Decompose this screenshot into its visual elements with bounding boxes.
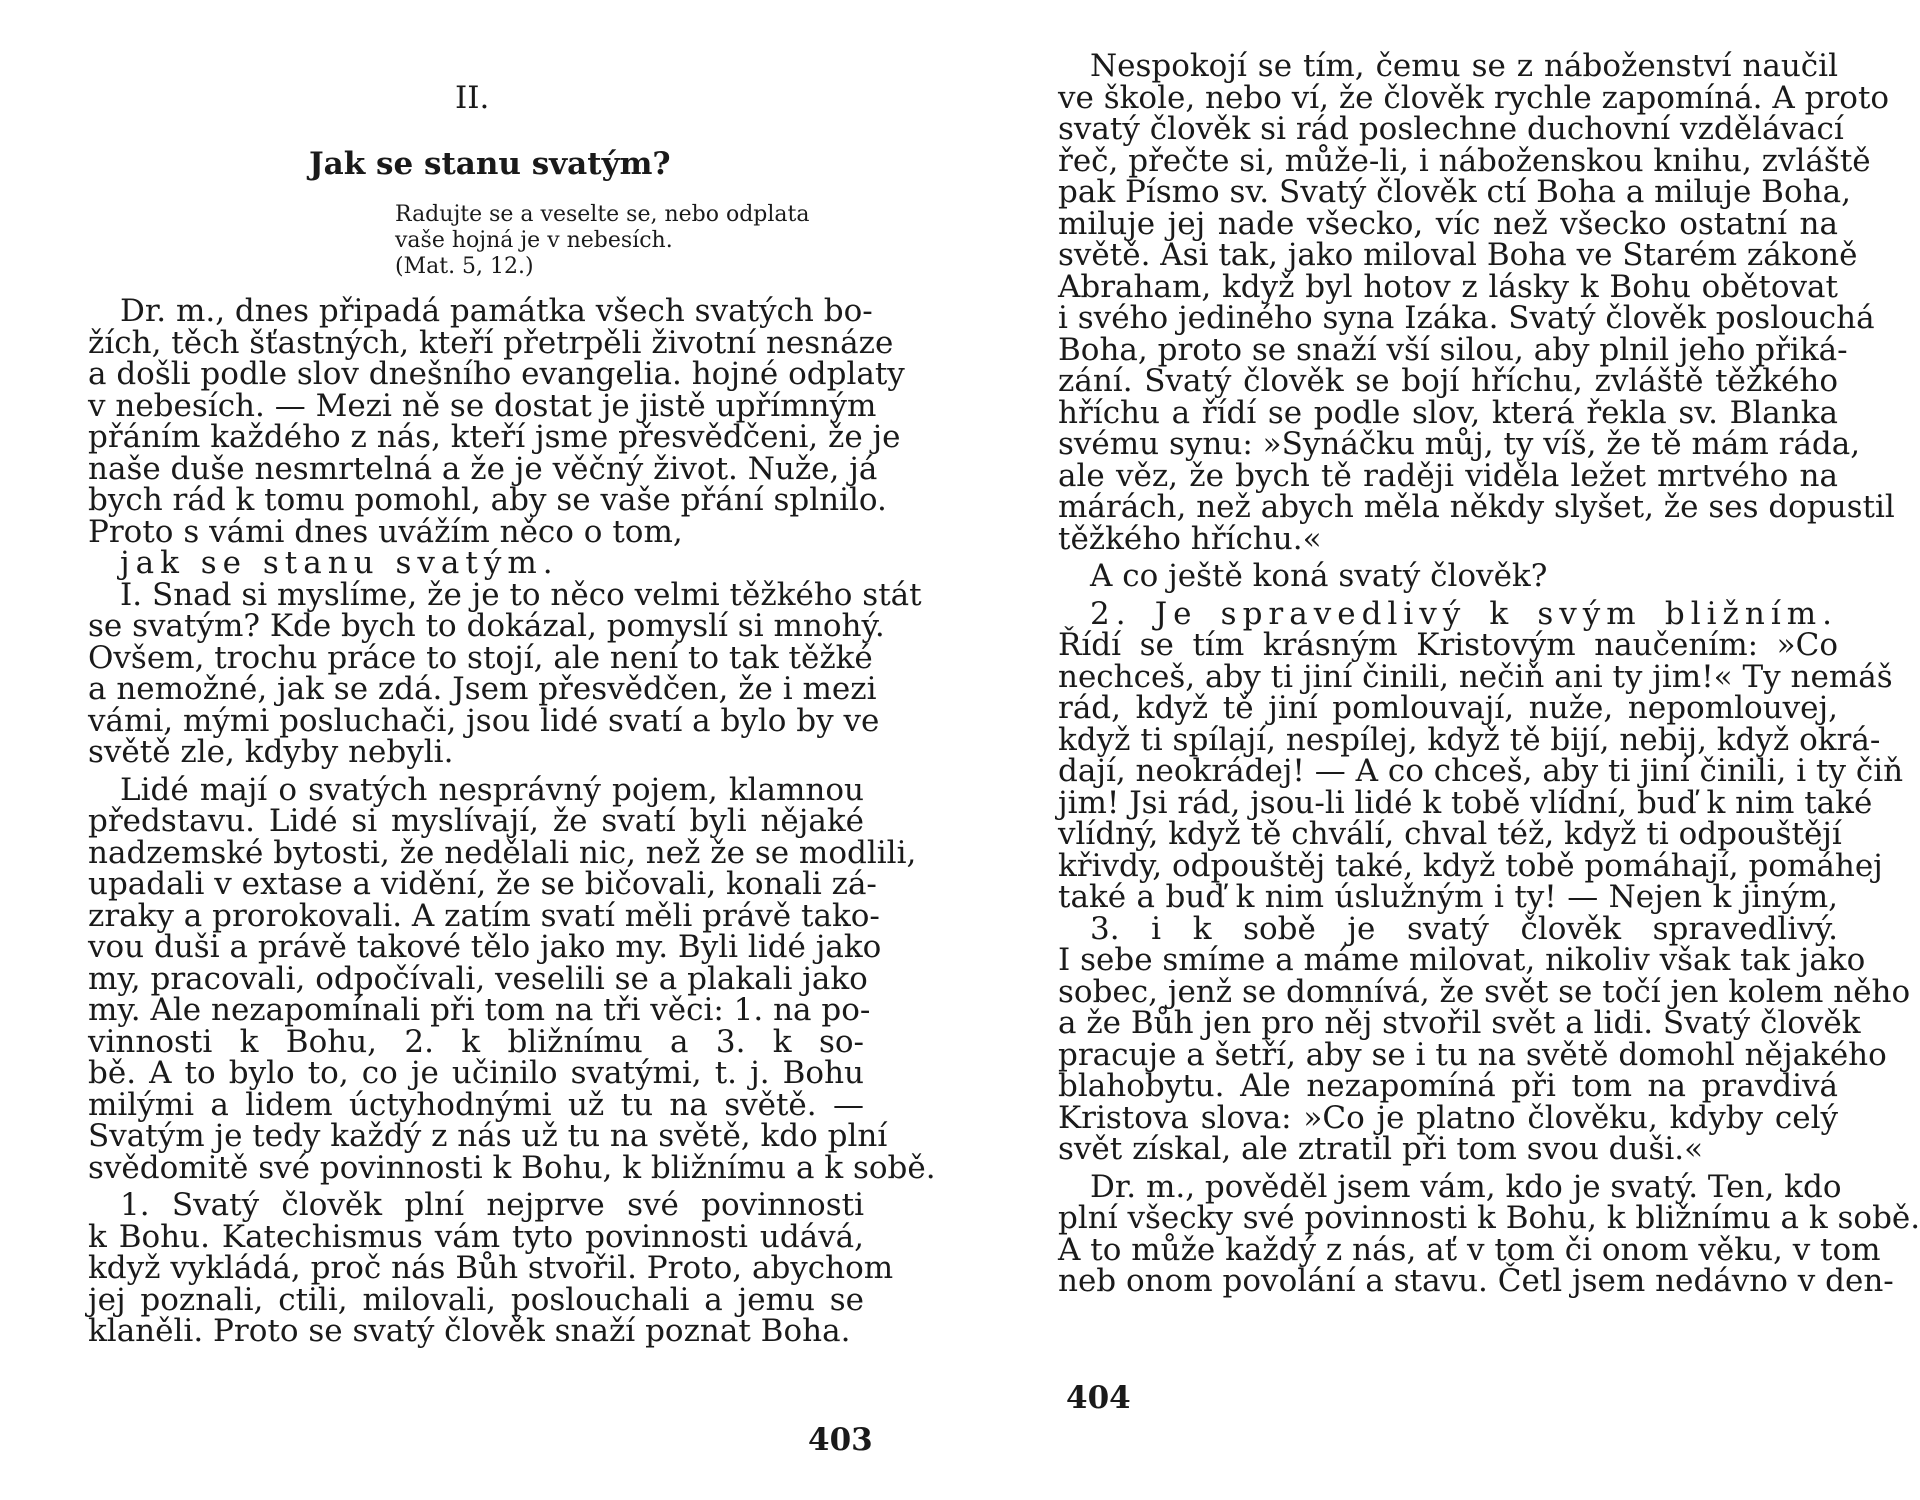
text-line: žích, těch šťastných, kteří přetrpěli životní nesnáze	[88, 324, 894, 361]
paragraph	[88, 1187, 894, 1349]
text-line: bě. A to bylo to, co je učinilo svatými, t. j. Bohu	[88, 1055, 864, 1091]
text-line: a došli podle slov dnešního evangelia. hojné odplaty	[88, 356, 905, 392]
text-line: I sebe smíme a máme milovat, nikoliv však tak jako	[1058, 942, 1866, 978]
text-line: vinnosti k Bohu, 2. k bližnímu a 3. k so-	[88, 1023, 864, 1060]
text-line: my, pracovali, odpočívali, veselili se a plakali jako	[88, 960, 868, 997]
text-line: řeč, přečte si, může-li, i náboženskou knihu, zvláště	[1058, 142, 1871, 179]
text-line: také a buď k nim úslužným i ty! — Nejen k jiným,	[1058, 879, 1838, 915]
text-line: 1. Svatý člověk plní nejprve své povinnosti	[120, 1187, 864, 1223]
text-line: i svého jediného syna Izáka. Svatý člověk poslouchá	[1058, 300, 1875, 336]
text-line: hříchu a řídí se podle slov, která řekla sv. Blanka	[1058, 394, 1838, 431]
text-line: ale věz, že bych tě raději viděla ležet mrtvého na	[1058, 457, 1838, 494]
text-line: Nespokojí se tím, čemu se z náboženství naučil	[1090, 48, 1838, 84]
text-line: představu. Lidé si myslívají, že svatí byli nějaké	[88, 803, 864, 839]
text-line: naše duše nesmrtelná a že je věčný život. Nuže, já	[88, 450, 878, 487]
text-line: jej poznali, ctili, milovali, poslouchali a jemu se	[88, 1281, 864, 1318]
text-line: nechceš, aby ti jiní činili, nečiň ani ty jim!« Ty nemáš	[1058, 658, 1893, 695]
text-line: a že Bůh jen pro něj stvořil svět a lidi. Svatý člověk	[1058, 1005, 1861, 1041]
text-line: klaněli. Proto se svatý člověk snaží poznat Boha.	[88, 1313, 851, 1349]
text-line: Dr. m., pověděl jsem vám, kdo je svatý. Ten, kdo	[1090, 1168, 1842, 1205]
text-line: I. Snad si myslíme, že je to něco velmi těžkého stát	[120, 576, 922, 613]
text-line: svědomitě své povinnosti k Bohu, k bližnímu a k sobě.	[88, 1149, 936, 1186]
text-line: Abraham, když byl hotov z lásky k Bohu obětovat	[1058, 268, 1838, 305]
text-line: milými a lidem úctyhodnými už tu na světě. —	[88, 1086, 864, 1123]
text-line: světě. Asi tak, jako miloval Boha ve Starém zákoně	[1058, 237, 1858, 273]
text-line: křivdy, odpouštěj také, když tobě pomáhají, pomáhej	[1058, 847, 1883, 884]
paragraph	[1058, 1168, 1920, 1299]
epigraph-line: Radujte se a veselte se, nebo odplata	[395, 202, 810, 227]
text-line: vámi, mými posluchači, jsou lidé svatí a bylo by ve	[88, 702, 880, 739]
text-line: vou duši a právě takové tělo jako my. Byli lidé jako	[88, 929, 882, 965]
text-line: A co ještě koná svatý člověk?	[1090, 558, 1548, 594]
emphasis-line: jak se stanu svatým.	[120, 545, 559, 581]
text-line: když vykládá, proč nás Bůh stvořil. Proto, abychom	[88, 1250, 894, 1286]
text-line: rád, když tě jiní pomlouvají, nuže, nepomlouvej,	[1058, 690, 1838, 726]
chapter-title: Jak se stanu svatým?	[309, 146, 671, 182]
page-number: 404	[1066, 1380, 1131, 1416]
paragraph	[1058, 48, 1895, 557]
left-page	[88, 0, 936, 1500]
paragraph	[1058, 595, 1911, 1167]
text-line: ve škole, nebo ví, že člověk rychle zapomíná. A proto	[1058, 79, 1890, 116]
text-line: plní všecky své povinnosti k Bohu, k bližnímu a k sobě.	[1058, 1200, 1920, 1236]
text-line: my. Ale nezapomínali při tom na tři věci: 1. na po-	[88, 992, 871, 1028]
text-line: Svatým je tedy každý z nás už tu na světě, kdo plní	[88, 1118, 888, 1154]
text-line: Lidé mají o svatých nesprávný pojem, klamnou	[120, 771, 864, 808]
paragraph	[88, 771, 936, 1186]
text-line: márách, než abych měla někdy slyšet, že ses dopustil	[1058, 489, 1895, 525]
text-line: miluje jej nade všecko, víc než všecko ostatní na	[1058, 205, 1838, 242]
epigraph	[395, 202, 875, 280]
left-body-text	[88, 293, 936, 1349]
text-line: Kristova slova: »Co je platno člověku, kdyby celý	[1058, 1099, 1838, 1136]
text-line: přáním každého z nás, kteří jsme přesvědčeni, že je	[88, 419, 901, 455]
text-line: Dr. m., dnes připadá památka všech svatých bo-	[120, 293, 873, 329]
text-line: Proto s vámi dnes uvážím něco o tom,	[88, 513, 683, 550]
paragraph	[1058, 558, 1838, 594]
text-line: svému synu: »Synáčku můj, ty víš, že tě mám ráda,	[1058, 426, 1861, 462]
epigraph-line: vaše hojná je v nebesích.	[395, 228, 673, 253]
right-page	[1058, 0, 1920, 1500]
text-line: zraky a prorokovali. A zatím svatí měli právě tako-	[88, 897, 880, 934]
emphasis-line: 3. i k sobě je svatý člověk spravedlivý.	[1090, 910, 1838, 947]
text-line: těžkého hříchu.«	[1058, 520, 1322, 557]
text-line: bych rád k tomu pomohl, aby se vaše přání splnilo.	[88, 482, 887, 518]
text-line: Ovšem, trochu práce to stojí, ale není to tak těžké	[88, 639, 873, 676]
right-body-text	[1058, 48, 1920, 1299]
text-line: světě zle, kdyby nebyli.	[88, 734, 454, 770]
text-line: dají, neokrádej! — A co chceš, aby ti jiní činili, i ty čiň	[1058, 753, 1904, 789]
page-number: 403	[808, 1422, 873, 1458]
text-line: pracuje a šetří, aby se i tu na světě domohl nějakého	[1058, 1036, 1887, 1073]
text-line: Boha, proto se snaží vší silou, aby plnil jeho přiká-	[1058, 331, 1848, 368]
text-line: blahobytu. Ale nezapomíná při tom na pravdivá	[1058, 1068, 1838, 1104]
epigraph-citation: (Mat. 5, 12.)	[395, 254, 534, 279]
text-line: v nebesích. — Mezi ně se dostat je jistě upřímným	[88, 387, 877, 424]
text-line: Řídí se tím krásným Kristovým naučením: »Co	[1058, 627, 1838, 663]
paragraph	[88, 293, 922, 770]
text-line: upadali v extase a vidění, že se bičovali, konali zá-	[88, 866, 877, 902]
text-line: jim! Jsi rád, jsou-li lidé k tobě vlídní, buď k nim také	[1058, 784, 1873, 821]
text-line: a nemožné, jak se zdá. Jsem přesvědčen, že i mezi	[88, 671, 877, 707]
text-line: A to může každý z nás, ať v tom či onom věku, v tom	[1058, 1231, 1881, 1268]
chapter-number: II.	[455, 80, 490, 116]
text-line: když ti spílají, nespílej, když tě bijí, nebij, když okrá-	[1058, 721, 1881, 758]
emphasis-line: 2. Je spravedlivý k svým bližním.	[1090, 595, 1838, 632]
text-line: sobec, jenž se domnívá, že svět se točí jen kolem něho	[1058, 973, 1911, 1010]
text-line: se svatým? Kde bych to dokázal, pomyslí si mnohý.	[88, 608, 885, 644]
text-line: k Bohu. Katechismus vám tyto povinnosti udává,	[88, 1218, 864, 1255]
text-line: pak Písmo sv. Svatý člověk ctí Boha a miluje Boha,	[1058, 174, 1851, 210]
text-line: svatý člověk si rád poslechne duchovní vzdělávací	[1058, 111, 1844, 147]
text-line: vlídný, když tě chválí, chval též, když ti odpouštějí	[1058, 816, 1842, 852]
text-line: neb onom povolání a stavu. Četl jsem nedávno v den-	[1058, 1263, 1894, 1299]
text-line: zání. Svatý člověk se bojí hříchu, zvláště těžkého	[1058, 363, 1838, 399]
text-line: nadzemské bytosti, že nedělali nic, než že se modlili,	[88, 834, 917, 871]
text-line: svět získal, ale ztratil při tom svou duši.«	[1058, 1131, 1704, 1167]
